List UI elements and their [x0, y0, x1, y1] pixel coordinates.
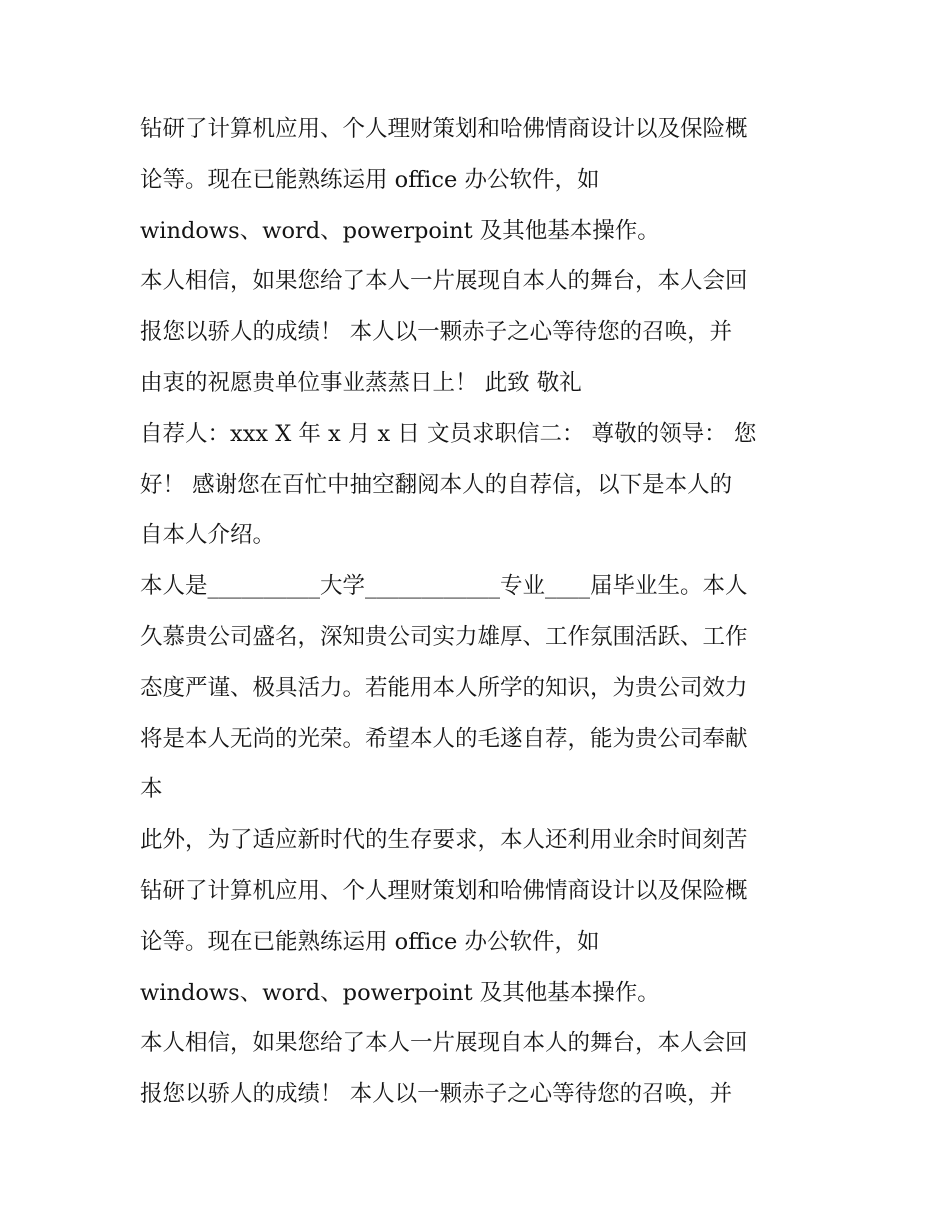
text-line: 报您以骄人的成绩！ 本人以一颗赤子之心等待您的召唤，并	[140, 319, 733, 346]
text-line: 态度严谨、极具活力。若能用本人所学的知识，为贵公司效力	[140, 674, 748, 701]
text-line: 自荐人：xxx X 年 x 月 x 日 文员求职信二： 尊敬的领导： 您	[140, 420, 757, 447]
text-line: 本人相信，如果您给了本人一片展现自本人的舞台，本人会回	[140, 268, 748, 295]
document-body	[140, 104, 820, 1120]
text-line: 本	[140, 776, 163, 803]
text-line: 本人相信，如果您给了本人一片展现自本人的舞台，本人会回	[140, 1030, 748, 1057]
text-line: 此外，为了适应新时代的生存要求，本人还利用业余时间刻苦	[140, 827, 748, 854]
text-line: 钻研了计算机应用、个人理财策划和哈佛情商设计以及保险概	[140, 116, 748, 142]
text-line: 自本人介绍。	[140, 522, 276, 549]
text-line: 报您以骄人的成绩！ 本人以一颗赤子之心等待您的召唤，并	[140, 1081, 733, 1108]
text-line: 论等。现在已能熟练运用 office 办公软件，如	[140, 166, 600, 193]
text-line: 由衷的祝愿贵单位事业蒸蒸日上！ 此致 敬礼	[140, 369, 582, 396]
text-line: 本人是__________大学____________专业____届毕业生。本人	[140, 573, 748, 600]
text-line: 钻研了计算机应用、个人理财策划和哈佛情商设计以及保险概	[140, 877, 748, 904]
text-line: 好！ 感谢您在百忙中抽空翻阅本人的自荐信，以下是本人的	[140, 471, 733, 498]
text-line: 将是本人无尚的光荣。希望本人的毛遂自荐，能为贵公司奉献	[140, 725, 748, 752]
text-line: 论等。现在已能熟练运用 office 办公软件，如	[140, 928, 600, 955]
text-line: 久慕贵公司盛名，深知贵公司实力雄厚、工作氛围活跃、工作	[140, 623, 748, 650]
text-line: windows、word、powerpoint 及其他基本操作。	[140, 979, 660, 1006]
text-line: windows、word、powerpoint 及其他基本操作。	[140, 217, 660, 244]
